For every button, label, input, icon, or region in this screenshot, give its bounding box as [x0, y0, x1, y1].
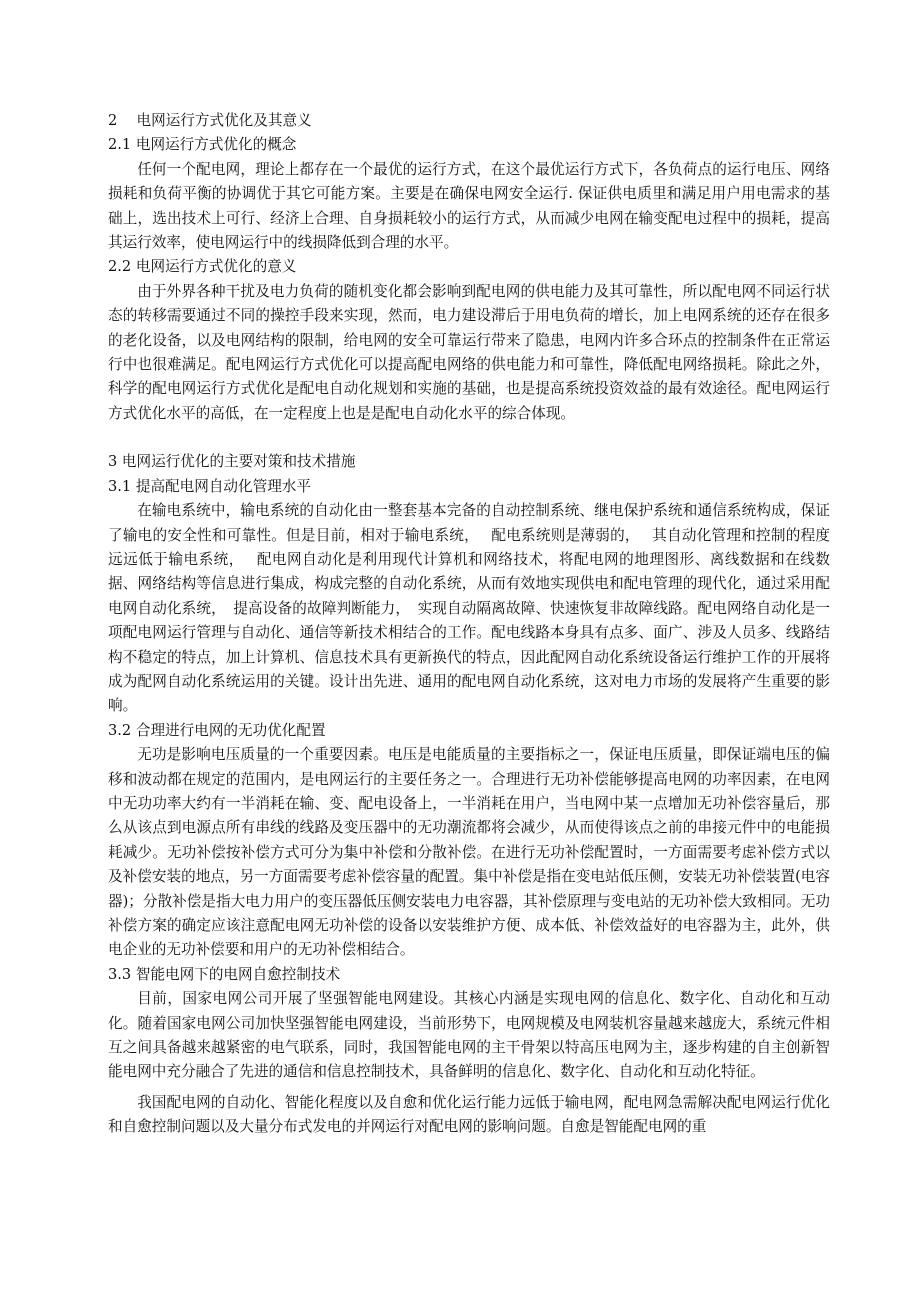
section-2-1-paragraph: 任何一个配电网，理论上都存在一个最优的运行方式，在这个最优运行方式下，各负荷点的运行电压、网络损耗和负荷平衡的协调优于其它可能方案。主要是在确保电网安全运行. 保证供电质里和满足用户用电需求的基础上，选出技术上可行、经济上合理、自身损耗较小的运行方式，从而减少电网在输变配电过程中的损耗，提高其运行效率，使电网运行中的线损降低到合理的水平。 [108, 160, 830, 252]
document-page [108, 109, 830, 1140]
section-3-1-paragraph: 在输电系统中，输电系统的自动化由一整套基本完备的自动控制系统、继电保护系统和通信系统构成，保证了输电的安全性和可靠性。但是目前，相对于输电系统， 配电系统则是薄弱的， 其自动化管理和控制的程度远远低于输电系统， 配电网自动化是利用现代计算机和网络技术，将配电网的地理图形、离线数据和在线数据、网络结构等信息进行集成，构成完整的自动化系统，从而有效地实现供电和配电管理的现代化，通过采用配电网自动化系统， 提高设备的故障判断能力， 实现自动隔离故障、快速恢复非故障线路。配电网络自动化是一项配电网运行管理与自动化、通信等新技术相结合的工作。配电线路本身具有点多、面广、涉及人员多、线路结构不稳定的特点，加上计算机、信息技术具有更新换代的特点，因此配网自动化系统设备运行维护工作的开展将成为配网自动化系统运用的关键。设计出先进、通用的配电网自动化系统，这对电力市场的发展将产生重要的影响。 [108, 502, 830, 715]
section-3-1-heading: 3.1 提高配电网自动化管理水平 [108, 477, 311, 495]
section-3-2-heading: 3.2 合理进行电网的无功优化配置 [108, 721, 326, 739]
section-3-3-paragraph-1: 目前，国家电网公司开展了坚强智能电网建设。其核心内涵是实现电网的信息化、数字化、自动化和互动化。随着国家电网公司加快坚强智能电网建设，当前形势下，电网规模及电网装机容量越来越庞大，系统元件相互之间具备越来越紧密的电气联系，同时，我国智能电网的主干骨架以特高压电网为主，逐步构建的自主创新智能电网中充分融合了先进的通信和信息控制技术，具备鲜明的信息化、数字化、自动化和互动化特征。 [108, 990, 830, 1081]
section-3-2-paragraph: 无功是影响电压质量的一个重要因素。电压是电能质量的主要指标之一，保证电压质量，即保证端电压的偏移和波动都在规定的范围内，是电网运行的主要任务之一。合理进行无功补偿能够提高电网的功率因素，在电网中无功功率大约有一半消耗在输、变、配电设备上，一半消耗在用户，当电网中某一点增加无功补偿容量后，那么从该点到电源点所有串线的线路及变压器中的无功潮流都将会减少，从而使得该点之前的串接元件中的电能损耗减少。无功补偿按补偿方式可分为集中补偿和分散补偿。在进行无功补偿配置时，一方面需要考虑补偿方式以及补偿安装的地点，另一方面需要考虑补偿容量的配置。集中补偿是指在变电站低压侧，安装无功补偿装置(电容器)；分散补偿是指大电力用户的变压器低压侧安装电力电容器，其补偿原理与变电站的无功补偿大致相同。无功补偿方案的确定应该注意配电网无功补偿的设备以安装维护方便、成本低、补偿效益好的电容器为主，此外，供电企业的无功补偿要和用户的无功补偿相结合。 [108, 746, 830, 959]
section-3-title: 3 电网运行优化的主要对策和技术措施 [108, 453, 356, 471]
section-3-3-heading: 3.3 智能电网下的电网自愈控制技术 [108, 965, 341, 983]
section-spacer [108, 426, 830, 450]
section-2-2-paragraph: 由于外界各种干扰及电力负荷的随机变化都会影响到配电网的供电能力及其可靠性，所以配电网不同运行状态的转移需要通过不同的操控手段来实现，然而，电力建设滞后于用电负荷的增长，加上电网系统的还存在很多的老化设备，以及电网结构的限制，给电网的安全可靠运行带来了隐患，电网内许多合环点的控制条件在正常运行中也很难满足。配电网运行方式优化可以提高配电网络的供电能力和可靠性，降低配电网络损耗。除此之外，科学的配电网运行方式优化是配电自动化规划和实施的基础，也是提高系统投资效益的最有效途径。配电网运行方式优化水平的高低，在一定程度上也是是配电自动化水平的综合体现。 [108, 282, 830, 422]
section-2-2-heading: 2.2 电网运行方式优化的意义 [108, 258, 297, 276]
section-2-title: 2 电网运行方式优化及其意义 [108, 112, 312, 129]
section-2-1-heading: 2.1 电网运行方式优化的概念 [108, 136, 297, 154]
section-3-3-paragraph-2: 我国配电网的自动化、智能化程度以及自愈和优化运行能力远低于输电网，配电网急需解决配电网运行优化和自愈控制问题以及大量分布式发电的并网运行对配电网的影响问题。自愈是智能配电网的重 [108, 1093, 830, 1136]
